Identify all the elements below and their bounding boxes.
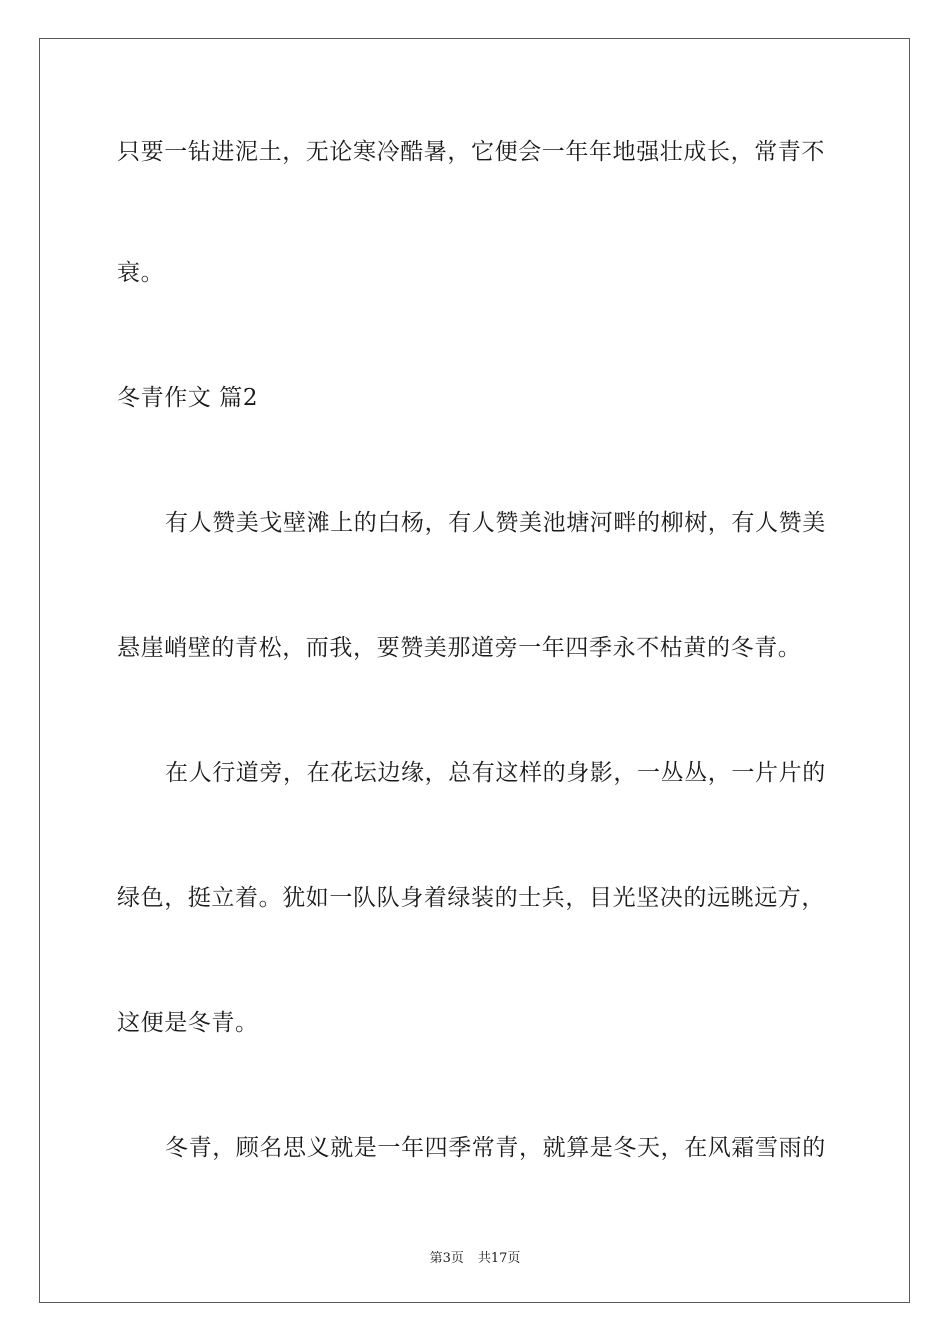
page-number: 第3页 — [429, 1251, 464, 1266]
page-total: 共17页 — [477, 1251, 521, 1266]
section-heading: 冬青作文 篇2 — [117, 385, 259, 411]
paragraph-line: 冬青，顾名思义就是一年四季常青，就算是冬天，在风霜雪雨的 — [165, 1135, 826, 1161]
paragraph-line: 只要一钻进泥土，无论寒冷酷暑，它便会一年年地强壮成长，常青不 — [117, 139, 825, 165]
paragraph-line: 悬崖峭壁的青松，而我，要赞美那道旁一年四季永不枯黄的冬青。 — [117, 635, 802, 661]
page-border — [39, 38, 910, 1303]
paragraph-line: 在人行道旁，在花坛边缘，总有这样的身影，一丛丛，一片片的 — [165, 760, 826, 786]
paragraph-line: 绿色，挺立着。犹如一队队身着绿装的士兵，目光坚决的远眺远方， — [117, 885, 825, 911]
paragraph-line: 有人赞美戈壁滩上的白杨，有人赞美池塘河畔的柳树，有人赞美 — [165, 510, 826, 536]
paragraph-line: 衰。 — [117, 260, 165, 286]
page-footer — [0, 1247, 950, 1266]
paragraph-line: 这便是冬青。 — [117, 1010, 259, 1036]
